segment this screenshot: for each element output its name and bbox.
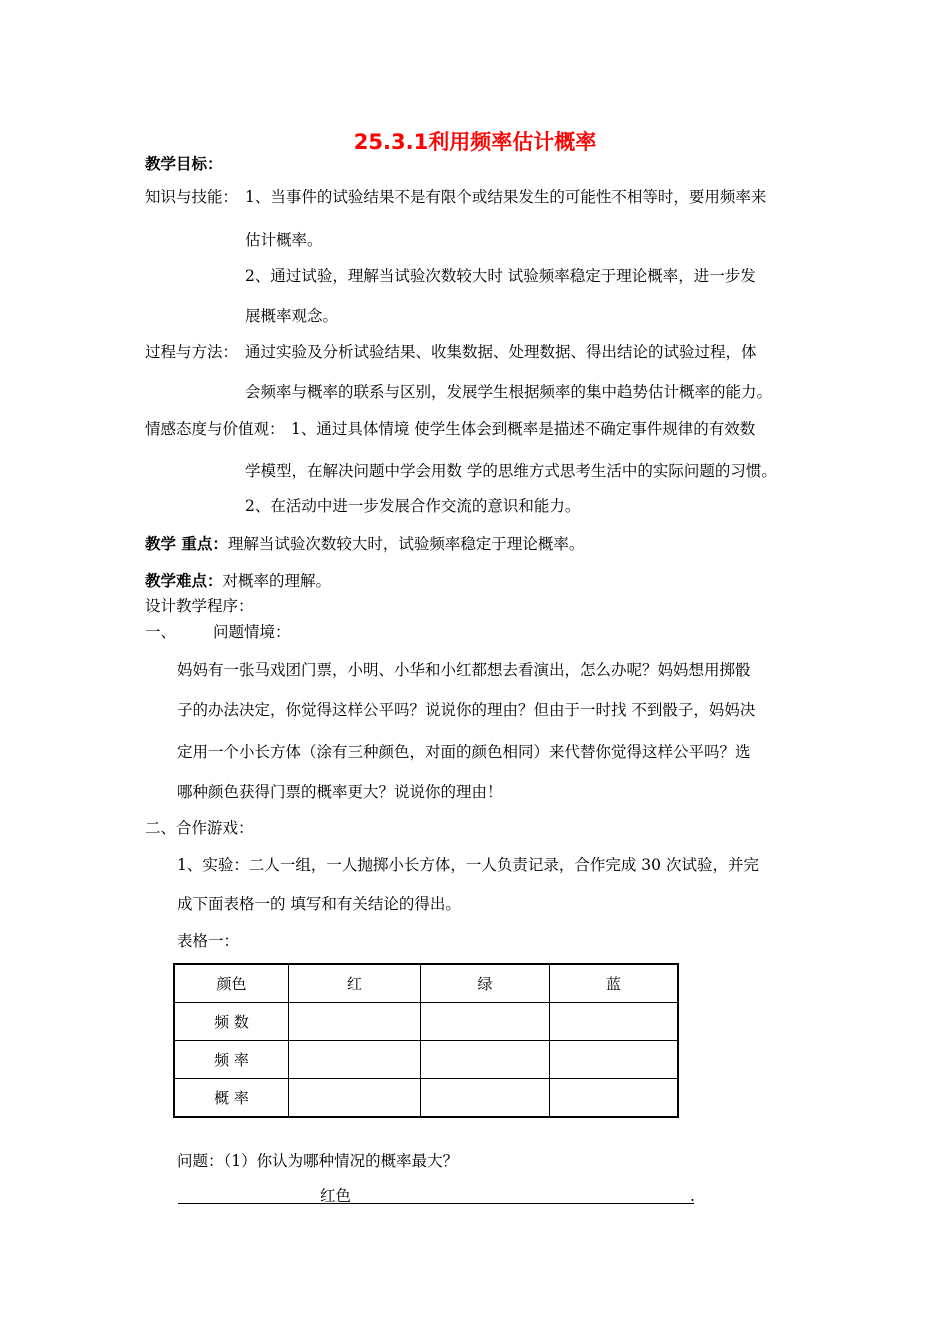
table-cell[interactable]	[550, 1079, 679, 1118]
answer-text: 红色	[320, 1187, 352, 1205]
document-title: 25.3.1利用频率估计概率	[353, 130, 597, 154]
section1-para-line-1: 妈妈有一张马戏团门票，小明、小华和小红都想去看演出，怎么办呢？妈妈想用掷骰	[177, 661, 751, 679]
table-row-label: 概 率	[174, 1079, 289, 1118]
attitude-line-3: 2、在活动中进一步发展合作交流的意识和能力。	[245, 497, 581, 515]
table-row	[174, 1041, 678, 1079]
attitude-line-2: 学模型，在解决问题中学会用数 学的思维方式思考生活中的实际问题的习惯。	[245, 462, 777, 480]
table-cell[interactable]	[421, 1003, 550, 1041]
table-cell[interactable]	[550, 1003, 679, 1041]
process-label: 过程与方法：	[145, 343, 239, 361]
design-heading: 设计教学程序：	[145, 597, 254, 615]
process-line-2: 会频率与概率的联系与区别，发展学生根据频率的集中趋势估计概率的能力。	[245, 383, 773, 401]
difficulty	[145, 571, 331, 591]
knowledge-label: 知识与技能：	[145, 188, 239, 206]
table-cell[interactable]	[550, 1041, 679, 1079]
frequency-table	[173, 963, 679, 1118]
process-line-1: 通过实验及分析试验结果、收集数据、处理数据、得出结论的试验过程，体	[245, 343, 757, 361]
table-cell[interactable]	[289, 1041, 421, 1079]
knowledge-line-3: 2、通过试验，理解当试验次数较大时 试验频率稳定于理论概率，进一步发	[245, 267, 756, 285]
section1-para-line-3: 定用一个小长方体（涂有三种颜色，对面的颜色相同）来代替你觉得这样公平吗？选	[177, 743, 751, 761]
difficulty-text: 对概率的理解。	[222, 572, 332, 590]
section2-para-line-2: 成下面表格一的 填写和有关结论的得出。	[177, 895, 461, 913]
table-row	[174, 1003, 678, 1041]
table-header-cell: 蓝	[550, 964, 679, 1003]
table-header-cell: 绿	[421, 964, 550, 1003]
knowledge-line-1: 1、当事件的试验结果不是有限个或结果发生的可能性不相等时，要用频率来	[245, 188, 767, 206]
difficulty-label: 教学难点：	[145, 571, 223, 590]
section1-para-line-2: 子的办法决定，你觉得这样公平吗？说说你的理由？但由于一时找 不到骰子，妈妈决	[177, 701, 756, 719]
table-cell[interactable]	[289, 1003, 421, 1041]
knowledge-line-2: 估计概率。	[245, 231, 323, 249]
section2-heading: 二、合作游戏：	[145, 819, 254, 837]
table-row	[174, 1079, 678, 1118]
table-cell[interactable]	[421, 1079, 550, 1118]
table-header-row	[174, 964, 678, 1003]
section1-heading: 问题情境：	[213, 623, 291, 641]
table-row-label: 频 数	[174, 1003, 289, 1041]
answer-underline	[178, 1203, 694, 1204]
table-caption: 表格一：	[177, 932, 240, 950]
table-header-cell: 颜色	[174, 964, 289, 1003]
key-point	[145, 534, 584, 554]
objectives-heading: 教学目标：	[145, 154, 223, 173]
answer-end-mark: .	[690, 1187, 695, 1205]
knowledge-line-4: 展概率观念。	[245, 307, 339, 325]
attitude-line-1: 1、通过具体情境 使学生体会到概率是描述不确定事件规律的有效数	[291, 420, 756, 438]
section2-para-line-1: 1、实验：二人一组，一人抛掷小长方体，一人负责记录，合作完成 30 次试验，并完	[177, 856, 759, 874]
section1-number: 一、	[145, 623, 177, 641]
key-point-label: 教学 重点：	[145, 534, 228, 553]
table-header-cell: 红	[289, 964, 421, 1003]
attitude-label: 情感态度与价值观：	[145, 420, 285, 438]
question-text: 问题：（1）你认为哪种情况的概率最大？	[177, 1152, 459, 1170]
table-cell[interactable]	[421, 1041, 550, 1079]
table-row-label: 频 率	[174, 1041, 289, 1079]
table-cell[interactable]	[289, 1079, 421, 1118]
section1-para-line-4: 哪种颜色获得门票的概率更大？说说你的理由！	[177, 783, 503, 801]
key-point-text: 理解当试验次数较大时，试验频率稳定于理论概率。	[227, 535, 585, 553]
